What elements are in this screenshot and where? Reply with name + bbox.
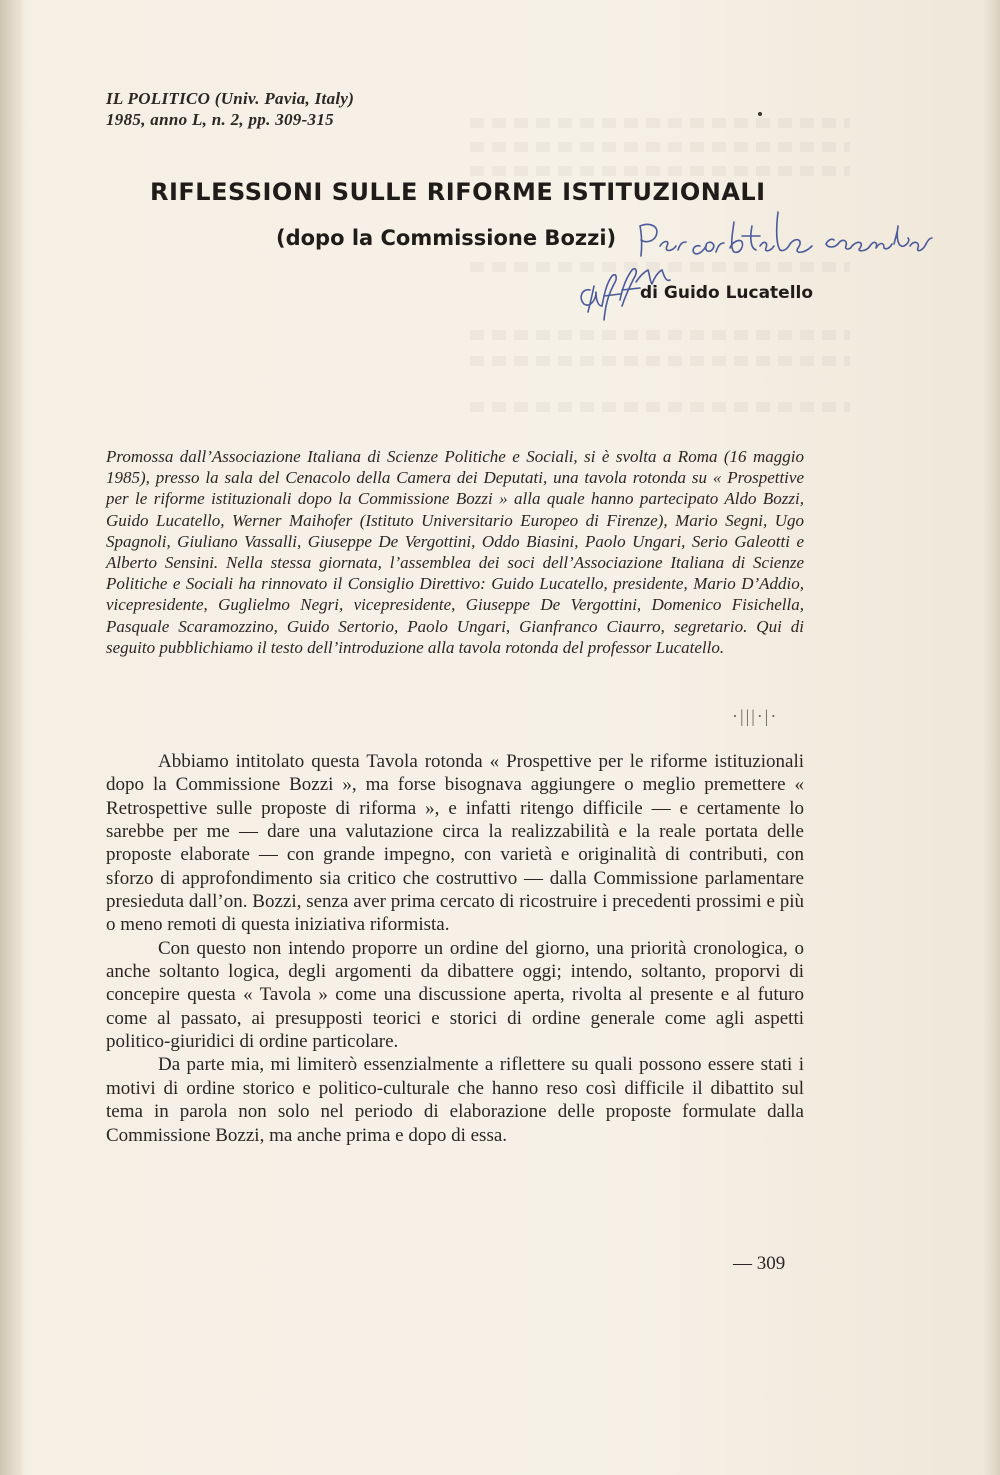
- bleed-through: [470, 356, 850, 366]
- body-paragraph: Con questo non intendo proporre un ordine del giorno, una priorità cronologica, o anche soltanto logica, degli argomenti da dibattere oggi; intendo, soltanto, proporvi di concepire questa « Tavola » come una discussione aperta, rivolta al presente e al futuro come al passato, ai presupposti teorici e storici di ordine generale come agli aspetti politico-giuridici di ordine particolare.: [106, 937, 804, 1053]
- body-paragraph: Abbiamo intitolato questa Tavola rotonda « Prospettive per le riforme istituzionali dopo la Commissione Bozzi », ma forse bisognava aggiungere o meglio premettere « Retrospettive sulle proposte di riforma », e infatti ritengo difficile — e certamente lo sarebbe per me — dare una valutazione circa la realizzabilità e la reale portata delle proposte elaborate — con grande impegno, con varietà e originalità di contributi, con sforzo di approfondimento sia critico che costruttivo — dalla Commissione parlamentare presieduta dall’on. Bozzi, senza aver prima cercato di ricostruire i precedenti prossimi e più o meno remoti di questa iniziativa riformista.: [106, 751, 804, 936]
- journal-issue: 1985, anno L, n. 2, pp. 309-315: [106, 110, 334, 129]
- bleed-through: [470, 262, 850, 272]
- article-body: [106, 750, 804, 1147]
- bleed-through: [470, 166, 850, 176]
- ink-dot: [758, 112, 762, 116]
- article-abstract: [106, 446, 804, 658]
- article-author: di Guido Lucatello: [640, 283, 814, 303]
- bleed-through: [470, 402, 850, 412]
- bleed-through: [470, 118, 850, 128]
- journal-name: IL POLITICO (Univ. Pavia, Italy): [106, 89, 355, 108]
- article-subtitle: (dopo la Commissione Bozzi): [276, 226, 617, 250]
- abstract-text: Promossa dall’Associazione Italiana di Scienze Politiche e Sociali, si è svolta a Roma (16 maggio 1985), presso la sala del Cenacolo della Camera dei Deputati, una tavola rotonda su « Prospettive per le riforme istituzionali dopo la Commissione Bozzi » alla quale hanno partecipato Aldo Bozzi, Guido Lucatello, Werner Maihofer (Istituto Universitario Europeo di Firenze), Mario Segni, Ugo Spagnoli, Giuliano Vassalli, Giuseppe De Vergottini, Oddo Biasini, Paolo Ungari, Serio Galeotti e Alberto Sensini. Nella stessa giornata, l’assemblea dei soci dell’Associazione Italiana di Scienze Politiche e Sociali ha rinnovato il Consiglio Direttivo: Guido Lucatello, presidente, Mario D’Addio, vicepresidente, Guglielmo Negri, vicepresidente, Giuseppe De Vergottini, Domenico Fisichella, Pasquale Scaramozzino, Guido Sertorio, Paolo Ungari, Gianfranco Ciaurro, segretario. Qui di seguito pubblichiamo il testo dell’introduzione alla tavola rotonda del professor Lucatello.: [106, 447, 804, 657]
- article-title: RIFLESSIONI SULLE RIFORME ISTITUZIONALI: [150, 178, 766, 206]
- journal-citation: [106, 88, 354, 130]
- body-paragraph: Da parte mia, mi limiterò essenzialmente a riflettere su quali possono essere stati i motivi di ordine storico e politico-culturale che hanno reso così difficile il dibattito sul tema in parola non solo nel periodo di elaborazione delle proposte formulate dalla Commissione Bozzi, ma anche prima e dopo di essa.: [106, 1054, 804, 1146]
- stray-marks: ·|||·|·: [732, 706, 779, 726]
- bleed-through: [470, 330, 850, 340]
- page-number: — 309: [733, 1253, 786, 1274]
- bleed-through: [470, 142, 850, 152]
